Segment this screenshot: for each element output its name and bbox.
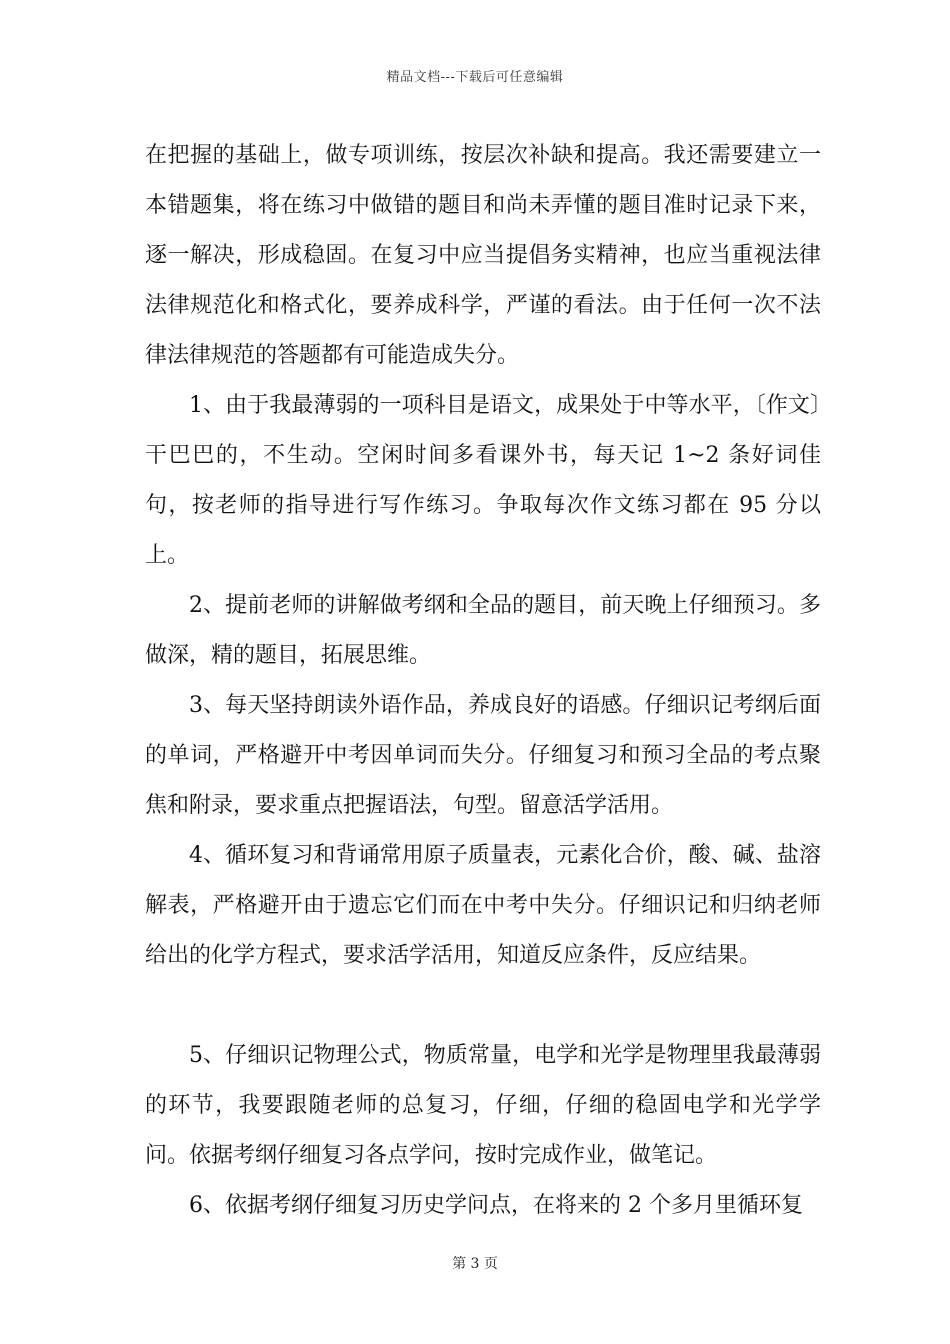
paragraph-item-2: 2、提前老师的讲解做考纲和全品的题目，前天晚上仔细预习。多做深，精的题目，拓展思维。: [145, 593, 821, 668]
page-number: 第 3 页: [452, 1256, 498, 1272]
paragraph-item-5: 5、仔细识记物理公式，物质常量，电学和光学是物理里我最薄弱的环节，我要跟随老师的总复习，仔细，仔细的稳固电学和光学学问。依据考纲仔细复习各点学问，按时完成作业，做笔记。: [145, 1043, 821, 1168]
paragraph-intro: 在把握的基础上，做专项训练，按层次补缺和提高。我还需要建立一本错题集，将在练习中做错的题目和尚未弄懂的题目准时记录下来，逐一解决，形成稳固。在复习中应当提倡务实精神，也应当重视法律法律规范化和格式化，要养成科学，严谨的看法。由于任何一次不法律法律规范的答题都有可能造成失分。: [145, 143, 821, 368]
paragraph-item-6: 6、依据考纲仔细复习历史学问点，在将来的 2 个多月里循环复: [189, 1193, 803, 1218]
page-header: 精品文档---下载后可任意编辑: [386, 70, 564, 85]
document-body: [145, 131, 821, 1231]
paragraph-item-3: 3、每天坚持朗读外语作品，养成良好的语感。仔细识记考纲后面的单词，严格避开中考因单词而失分。仔细复习和预习全品的考点聚焦和附录，要求重点把握语法，句型。留意活学活用。: [145, 693, 821, 818]
paragraph-item-4: 4、循环复习和背诵常用原子质量表，元素化合价，酸、碱、盐溶解表，严格避开由于遗忘它们而在中考中失分。仔细识记和归纳老师给出的化学方程式，要求活学活用，知道反应条件，反应结果。: [145, 843, 821, 968]
paragraph-item-1: 1、由于我最薄弱的一项科目是语文，成果处于中等水平，〔作文〕干巴巴的，不生动。空闲时间多看课外书，每天记 1~2 条好词佳句，按老师的指导进行写作练习。争取每次作文练习都在 95 分以上。: [145, 393, 821, 568]
